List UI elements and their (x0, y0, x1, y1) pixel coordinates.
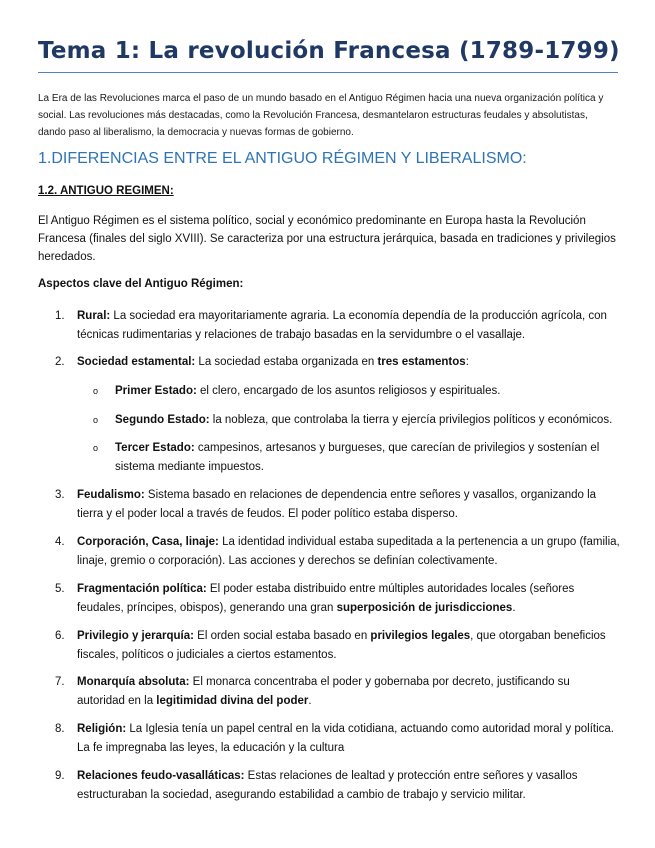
item-text: El monarca concentraba el poder y gobernaba por decreto, justificando su autoridad en la (77, 676, 570, 707)
subsection-heading: 1.2. ANTIGUO REGIMEN: (38, 185, 174, 197)
item-term: Tercer Estado: (115, 442, 195, 454)
item-term: Fragmentación política: (77, 583, 207, 595)
list-number: 9. (55, 770, 65, 782)
list-number: 3. (55, 489, 65, 501)
list-number: 6. (55, 630, 65, 642)
bullet-icon: o (93, 415, 99, 425)
aspects-heading: Aspectos clave del Antiguo Régimen: (38, 278, 244, 290)
item-text: campesinos, artesanos y burgueses, que carecían de privilegios y sostenían el sistema mediante impuestos. (115, 442, 600, 473)
item-text: : (465, 356, 469, 368)
list-item (55, 767, 620, 804)
item-emphasis: legitimidad divina del poder (156, 694, 309, 707)
item-text: . (308, 694, 312, 707)
bullet-icon: o (93, 443, 99, 453)
list-item (55, 627, 620, 664)
title-underline (38, 72, 618, 73)
item-term: Relaciones feudo-vasalláticas: (77, 770, 245, 782)
list-item (55, 720, 620, 757)
item-emphasis: tres estamentos (377, 356, 466, 368)
item-term: Privilegio y jerarquía: (77, 630, 194, 642)
item-term: Primer Estado: (115, 385, 197, 397)
item-text: La sociedad era mayoritariamente agraria. La economía dependía de la producción agrícola, con técnicas rudimentarias y relaciones de trabajo basadas en la servidumbre o el vasallaje. (77, 310, 607, 341)
item-text: , que otorgaban beneficios fiscales, políticos o judiciales a ciertos estamentos. (77, 630, 606, 661)
section-heading: 1.DIFERENCIAS ENTRE EL ANTIGUO RÉGIMEN Y LIBERALISMO: (38, 150, 527, 167)
sub-list-item (93, 411, 618, 430)
list-item (55, 307, 620, 344)
sub-list-item (93, 439, 618, 476)
list-number: 5. (55, 583, 65, 595)
item-emphasis: superposición de jurisdicciones (336, 601, 513, 614)
sub-list-item (93, 382, 618, 401)
item-term: Feudalismo: (77, 489, 145, 501)
list-number: 7. (55, 676, 65, 688)
item-text: El poder estaba distribuido entre múltiples autoridades locales (señores feudales, príncipes, obispos), generando una gran (77, 583, 575, 614)
item-text: Sistema basado en relaciones de dependencia entre señores y vasallos, organizando la tierra y el poder local a través de feudos. El poder político estaba disperso. (77, 489, 597, 520)
item-emphasis: privilegios legales (370, 630, 471, 642)
item-term: Monarquía absoluta: (77, 676, 190, 688)
list-number: 4. (55, 536, 65, 548)
item-term: Segundo Estado: (115, 414, 210, 426)
list-item (55, 353, 620, 372)
item-text: . (512, 601, 516, 614)
item-term: Sociedad estamental: (77, 356, 196, 368)
item-text: Estas relaciones de lealtad y protección entre señores y vasallos estructuraban la sociedad, asegurando estabilidad a cambio de trabajo y servicio militar. (77, 770, 578, 801)
item-term: Religión: (77, 723, 127, 735)
bullet-icon: o (93, 386, 99, 396)
list-number: 8. (55, 723, 65, 735)
list-item (55, 673, 620, 710)
page-title: Tema 1: La revolución Francesa (1789-1799) (38, 38, 620, 64)
list-number: 1. (55, 310, 65, 322)
item-text: La sociedad estaba organizada en (195, 356, 378, 368)
item-text: La Iglesia tenía un papel central en la vida cotidiana, actuando como autoridad moral y política. La fe impregnaba las leyes, la educación y la cultura (77, 723, 614, 754)
item-text: La identidad individual estaba supeditada a la pertenencia a un grupo (familia, linaje, gremio o corporación). Las acciones y derechos se definían colectivamente. (77, 536, 620, 567)
list-item (55, 533, 620, 570)
item-text: la nobleza, que controlaba la tierra y ejercía privilegios políticos y económicos. (209, 414, 613, 426)
item-term: Corporación, Casa, linaje: (77, 536, 219, 548)
list-number: 2. (55, 356, 65, 368)
item-text: el clero, encargado de los asuntos religiosos y espirituales. (196, 385, 501, 397)
item-term: Rural: (77, 310, 111, 322)
intro-paragraph: La Era de las Revoluciones marca el paso de un mundo basado en el Antiguo Régimen hacia una nueva organización política y social. Las revoluciones más destacadas, como la Revolución Francesa, desmantelaron estructuras feudales y absolutistas, dando paso al liberalismo, la democracia y nuevas formas de gobierno. (38, 93, 604, 138)
item-text: El orden social estaba basado en (193, 630, 371, 642)
list-item (55, 580, 620, 617)
list-item (55, 486, 620, 523)
antiguo-regimen-paragraph: El Antiguo Régimen es el sistema político, social y económico predominante en Europa hasta la Revolución Francesa (finales del siglo XVIII). Se caracteriza por una estructura jerárquica, basada en tradiciones y privilegios heredados. (38, 215, 616, 263)
